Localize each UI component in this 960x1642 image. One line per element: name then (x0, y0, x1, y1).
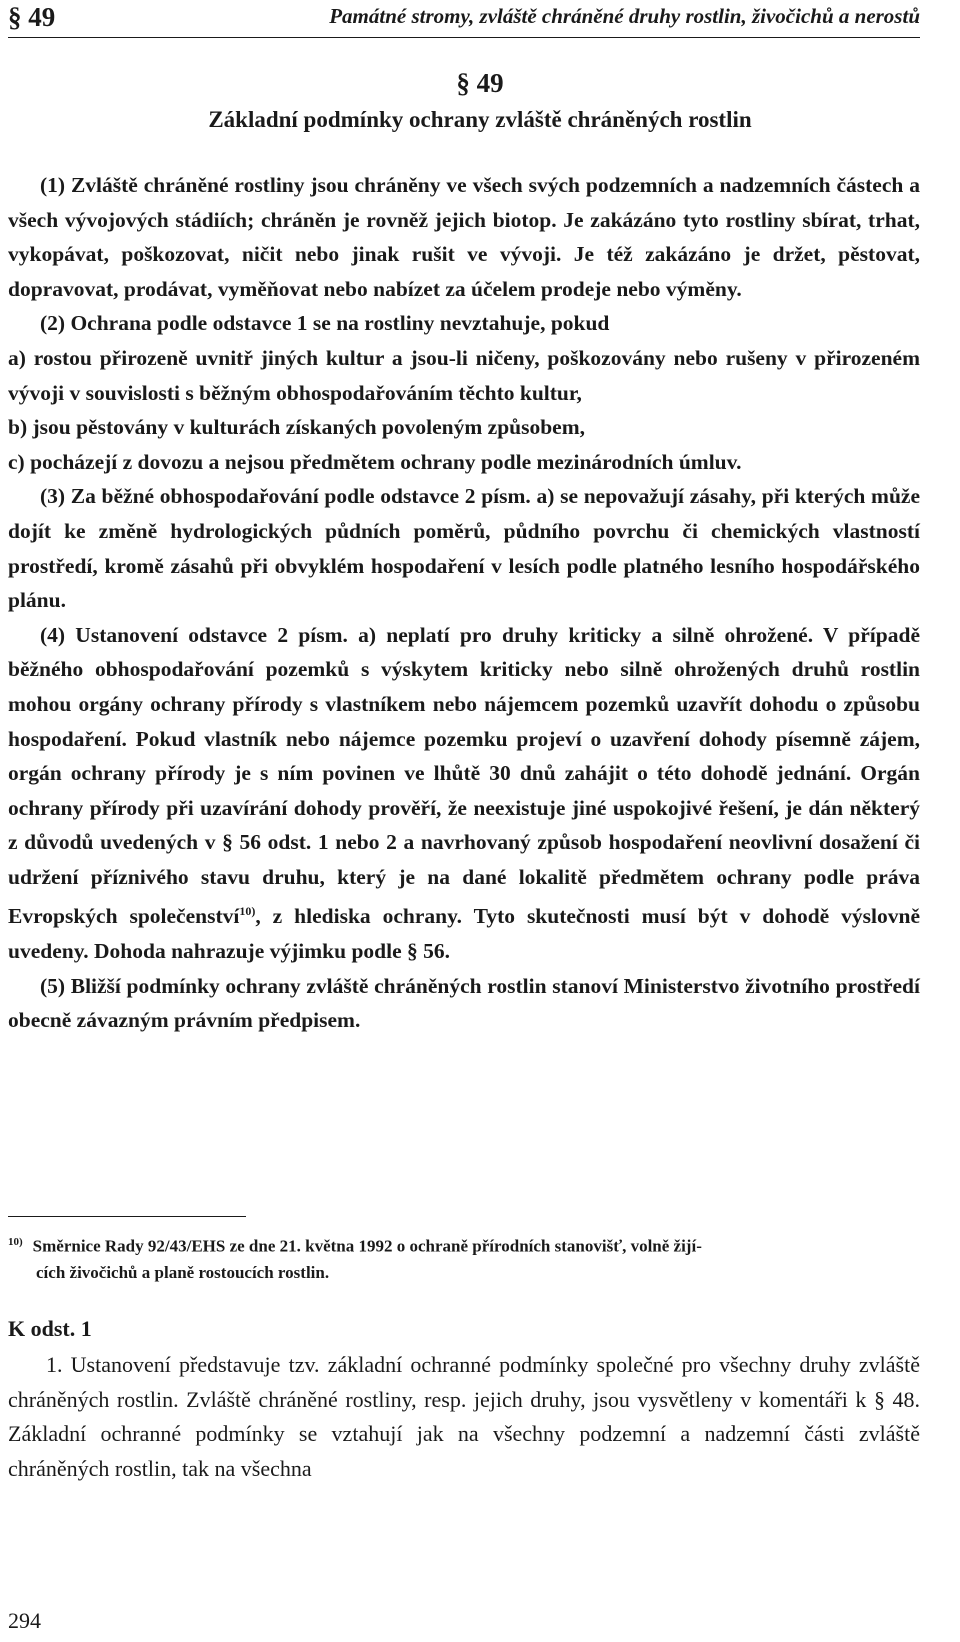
footnote-rule (8, 1216, 246, 1217)
running-header (8, 0, 920, 36)
footnote (8, 1229, 920, 1286)
footnote-text-1: Směrnice Rady 92/43/EHS ze dne 21. května 1992 o ochraně přírodních stanovišť, volně žijí- (32, 1236, 702, 1256)
law-paragraph-3: (3) Za běžné obhospodařování podle odstavce 2 písm. a) se nepovažují zásahy, při kterých může dojít ke změně hydrologických půdních poměrů, půdního povrchu či chemických vlastností prostředí, kromě zásahů při obvyklém hospodaření v lesích podle platného lesního hospodářského plánu. (8, 484, 920, 613)
law-item-a: a) rostou přirozeně uvnitř jiných kultur a jsou-li ničeny, poškozovány nebo rušeny v přirozeném vývoji v souvislosti s běžným obhospodařováním těchto kultur, (8, 345, 920, 405)
law-paragraph-2: (2) Ochrana podle odstavce 1 se na rostliny nevztahuje, pokud (40, 311, 610, 336)
page-number: 294 (8, 1608, 41, 1633)
section-number: § 49 (456, 68, 504, 98)
law-paragraph-4-text-after: , z hlediska ochrany. Tyto skutečnosti musí být v dohodě výslovně uvedeny. Dohoda nahrazuje výjimku podle § 56. (8, 904, 920, 964)
law-item-b: b) jsou pěstovány v kulturách získaných povoleným způsobem, (8, 415, 586, 440)
header-running-title: Památné stromy, zvláště chráněné druhy rostlin, živočichů a nerostů (329, 4, 920, 28)
footnote-reference[interactable]: 10) (239, 904, 256, 919)
law-item-c: c) pocházejí z dovozu a nejsou předmětem ochrany podle mezinárodních úmluv. (8, 449, 742, 474)
commentary (8, 1348, 920, 1486)
law-paragraph-4 (8, 618, 920, 969)
law-text (8, 168, 920, 1038)
header-rule (8, 37, 920, 38)
commentary-heading: K odst. 1 (8, 1316, 92, 1341)
footnote-mark: 10) (8, 1236, 23, 1248)
footnote-text-2: cích živočichů a planě rostoucích rostlin. (36, 1262, 330, 1282)
law-paragraph-5: (5) Bližší podmínky ochrany zvláště chráněných rostlin stanoví Ministerstvo životního prostředí obecně závazným právním předpisem. (8, 973, 920, 1033)
footnote-line-1 (8, 1229, 920, 1260)
header-section-number: § 49 (8, 2, 56, 32)
law-paragraph-4-text: (4) Ustanovení odstavce 2 písm. a) neplatí pro druhy kriticky a silně ohrožené. V případě běžného obhospodařování pozemků s výskytem kriticky nebo silně ohrožených druhů rostlin mohou orgány ochrany přírody s vlastníkem nebo nájemcem pozemků uzavřít dohodu o způsobu hospodaření. Pokud vlastník nebo nájemce pozemku projeví o uzavření dohody písemně zájem, orgán ochrany přírody je s ním povinen ve lhůtě 30 dnů zahájit o této dohodě jednání. Orgán ochrany přírody při uzavírání dohody prověří, že neexistuje jiné uspokojivé řešení, je dán některý z důvodů uvedených v § 56 odst. 1 nebo 2 a navrhovaný způsob hospodaření neovlivní dosažení či udržení příznivého stavu druhu, který je na dané lokalitě předmětem ochrany podle práva Evropských společenství (8, 622, 920, 929)
section-title: Základní podmínky ochrany zvláště chráněných rostlin (208, 107, 752, 132)
commentary-paragraph-1: 1. Ustanovení představuje tzv. základní ochranné podmínky společné pro všechny druhy zvláště chráněných rostlin. Zvláště chráněné rostliny, resp. jejich druhy, jsou vysvětleny v komentáři k § 48. Základní ochranné podmínky se vztahují jak na všechny podzemní a nadzemní části zvláště chráněných rostlin, tak na všechna (8, 1352, 920, 1481)
law-paragraph-1: (1) Zvláště chráněné rostliny jsou chráněny ve všech svých podzemních a nadzemních částech a všech vývojových stádiích; chráněn je rovněž jejich biotop. Je zakázáno tyto rostliny sbírat, trhat, vykopávat, poškozovat, ničit nebo jinak rušit ve vývoji. Je též zakázáno je držet, pěstovat, dopravovat, prodávat, vyměňovat nebo nabízet za účelem prodeje nebo výměny. (8, 173, 920, 301)
